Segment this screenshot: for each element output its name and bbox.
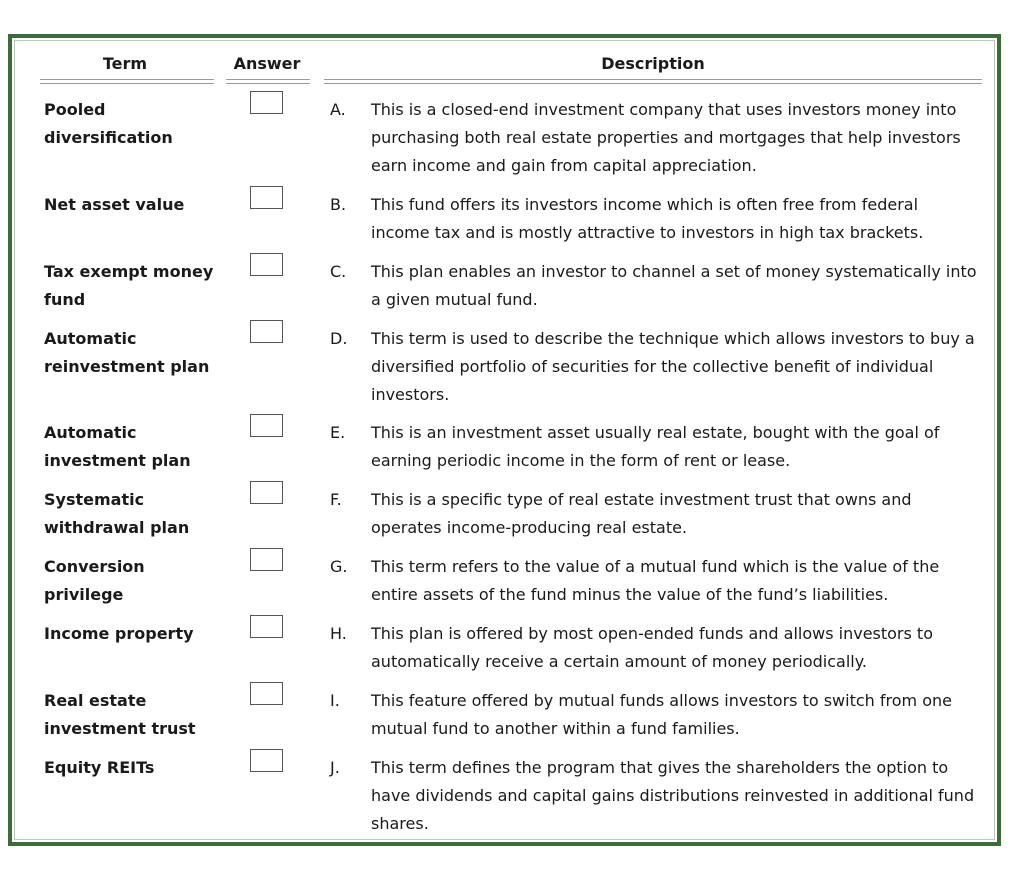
answer-box[interactable] (250, 253, 283, 276)
description-text: This is an investment asset usually real estate, bought with the goal of earning periodic income in the form of rent or lease. (371, 423, 940, 470)
term-label: Equity REITs (44, 758, 155, 777)
description-letter: I. (330, 691, 340, 710)
term-label: Tax exempt money fund (44, 262, 214, 309)
description-letter: A. (330, 100, 346, 119)
answer-box[interactable] (250, 615, 283, 638)
description-text: This is a closed-end investment company that uses investors money into purchasing both real estate properties and mortgages that help investors earn income and gain from capital appreciation. (371, 100, 961, 175)
description-text: This term defines the program that gives the shareholders the option to have dividends and capital gains distributions reinvested in additional fund shares. (371, 758, 975, 833)
answer-box[interactable] (250, 91, 283, 114)
answer-box[interactable] (250, 320, 283, 343)
matching-table (8, 34, 1001, 846)
description-letter: B. (330, 195, 347, 214)
description-letter: J. (330, 758, 340, 777)
answer-box[interactable] (250, 682, 283, 705)
answer-box[interactable] (250, 481, 283, 504)
answer-box[interactable] (250, 186, 283, 209)
description-letter: E. (330, 423, 346, 442)
description-letter: F. (330, 490, 342, 509)
answer-box[interactable] (250, 548, 283, 571)
answer-header-rule (226, 79, 310, 84)
answer-box[interactable] (250, 414, 283, 437)
term-label: Automatic investment plan (44, 423, 191, 470)
description-text: This term refers to the value of a mutual fund which is the value of the entire assets of the fund minus the value of the fund’s liabilities. (371, 557, 940, 604)
term-label: Automatic reinvestment plan (44, 329, 210, 376)
description-text: This is a specific type of real estate investment trust that owns and operates income-producing real estate. (371, 490, 912, 537)
answer-box[interactable] (250, 749, 283, 772)
description-text: This term is used to describe the technique which allows investors to buy a diversified portfolio of securities for the collective benefit of individual investors. (371, 329, 975, 404)
description-header-rule (324, 79, 982, 84)
description-text: This feature offered by mutual funds allows investors to switch from one mutual fund to another within a fund families. (371, 691, 952, 738)
description-header: Description (601, 54, 705, 73)
description-text: This fund offers its investors income which is often free from federal income tax and is mostly attractive to investors in high tax brackets. (371, 195, 924, 242)
term-header: Term (102, 54, 148, 73)
description-letter: D. (330, 329, 348, 348)
description-text: This plan enables an investor to channel a set of money systematically into a given mutual fund. (371, 262, 977, 309)
term-label: Conversion privilege (44, 557, 145, 604)
description-text: This plan is offered by most open-ended funds and allows investors to automatically receive a certain amount of money periodically. (371, 624, 933, 671)
description-letter: G. (330, 557, 348, 576)
term-label: Systematic withdrawal plan (44, 490, 190, 537)
term-header-rule (40, 79, 214, 84)
answer-header: Answer (233, 54, 301, 73)
term-label: Real estate investment trust (44, 691, 196, 738)
term-label: Pooled diversification (44, 100, 173, 147)
description-letter: H. (330, 624, 347, 643)
description-letter: C. (330, 262, 347, 281)
term-label: Income property (44, 624, 194, 643)
term-label: Net asset value (44, 195, 185, 214)
